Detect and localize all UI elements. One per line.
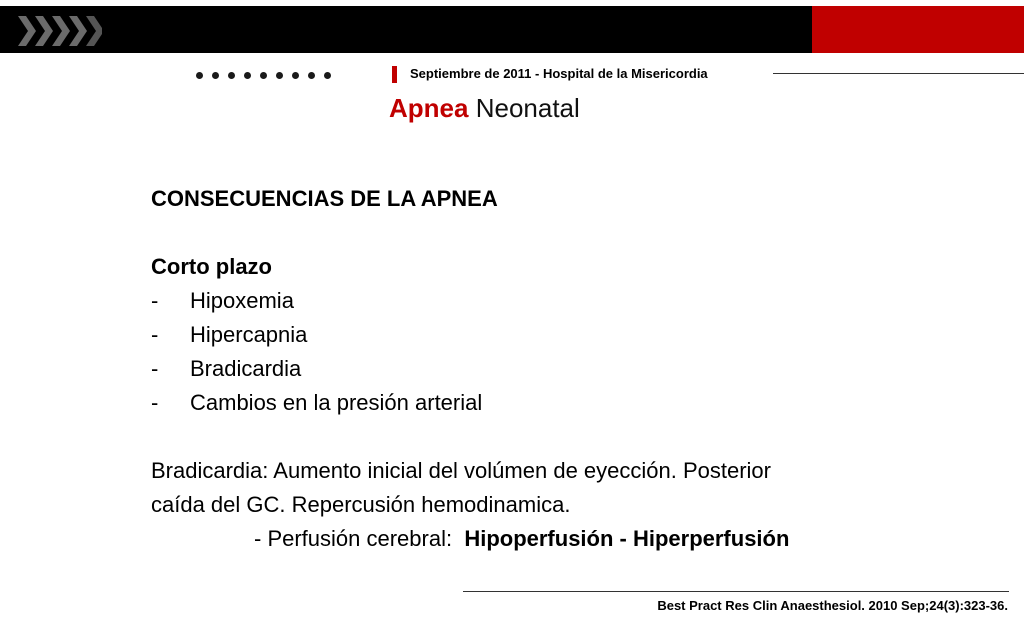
- decorative-dots: [196, 62, 340, 85]
- list-item: [151, 318, 931, 352]
- list-dash: -: [151, 288, 159, 313]
- list-item: [151, 284, 931, 318]
- consequence-list: [151, 284, 931, 420]
- title-highlight: Apnea: [389, 93, 469, 123]
- header-marker: [392, 66, 397, 83]
- perfusion-label: - Perfusión cerebral:: [254, 526, 465, 551]
- chevrons-icon: [18, 16, 102, 46]
- list-item-text: Hipoxemia: [190, 288, 294, 313]
- list-item-text: Cambios en la presión arterial: [190, 390, 483, 415]
- footer-rule: [463, 591, 1009, 592]
- title-rest: Neonatal: [475, 93, 580, 123]
- page-title: [389, 93, 580, 124]
- section-subheading: Corto plazo: [151, 254, 272, 279]
- top-banner-accent: [812, 6, 1024, 53]
- list-dash: -: [151, 356, 159, 381]
- list-item: [151, 352, 931, 386]
- list-item: [151, 386, 931, 420]
- header-rule: [773, 73, 1024, 74]
- header-date-hospital: Septiembre de 2011 - Hospital de la Misericordia: [410, 66, 708, 81]
- paragraph-line-2: caída del GC. Repercusión hemodinamica.: [151, 492, 571, 517]
- section-heading: CONSECUENCIAS DE LA APNEA: [151, 186, 498, 211]
- perfusion-line: [151, 522, 931, 556]
- list-item-text: Hipercapnia: [190, 322, 308, 347]
- list-dash: -: [151, 322, 159, 347]
- perfusion-value: Hipoperfusión - Hiperperfusión: [464, 526, 790, 551]
- footer-reference: Best Pract Res Clin Anaesthesiol. 2010 Sep;24(3):323-36.: [657, 598, 1008, 613]
- top-banner: [0, 6, 812, 53]
- slide-content: [151, 182, 931, 556]
- list-item-text: Bradicardia: [190, 356, 302, 381]
- paragraph-line-1: Bradicardia: Aumento inicial del volúmen de eyección. Posterior: [151, 458, 771, 483]
- list-dash: -: [151, 390, 159, 415]
